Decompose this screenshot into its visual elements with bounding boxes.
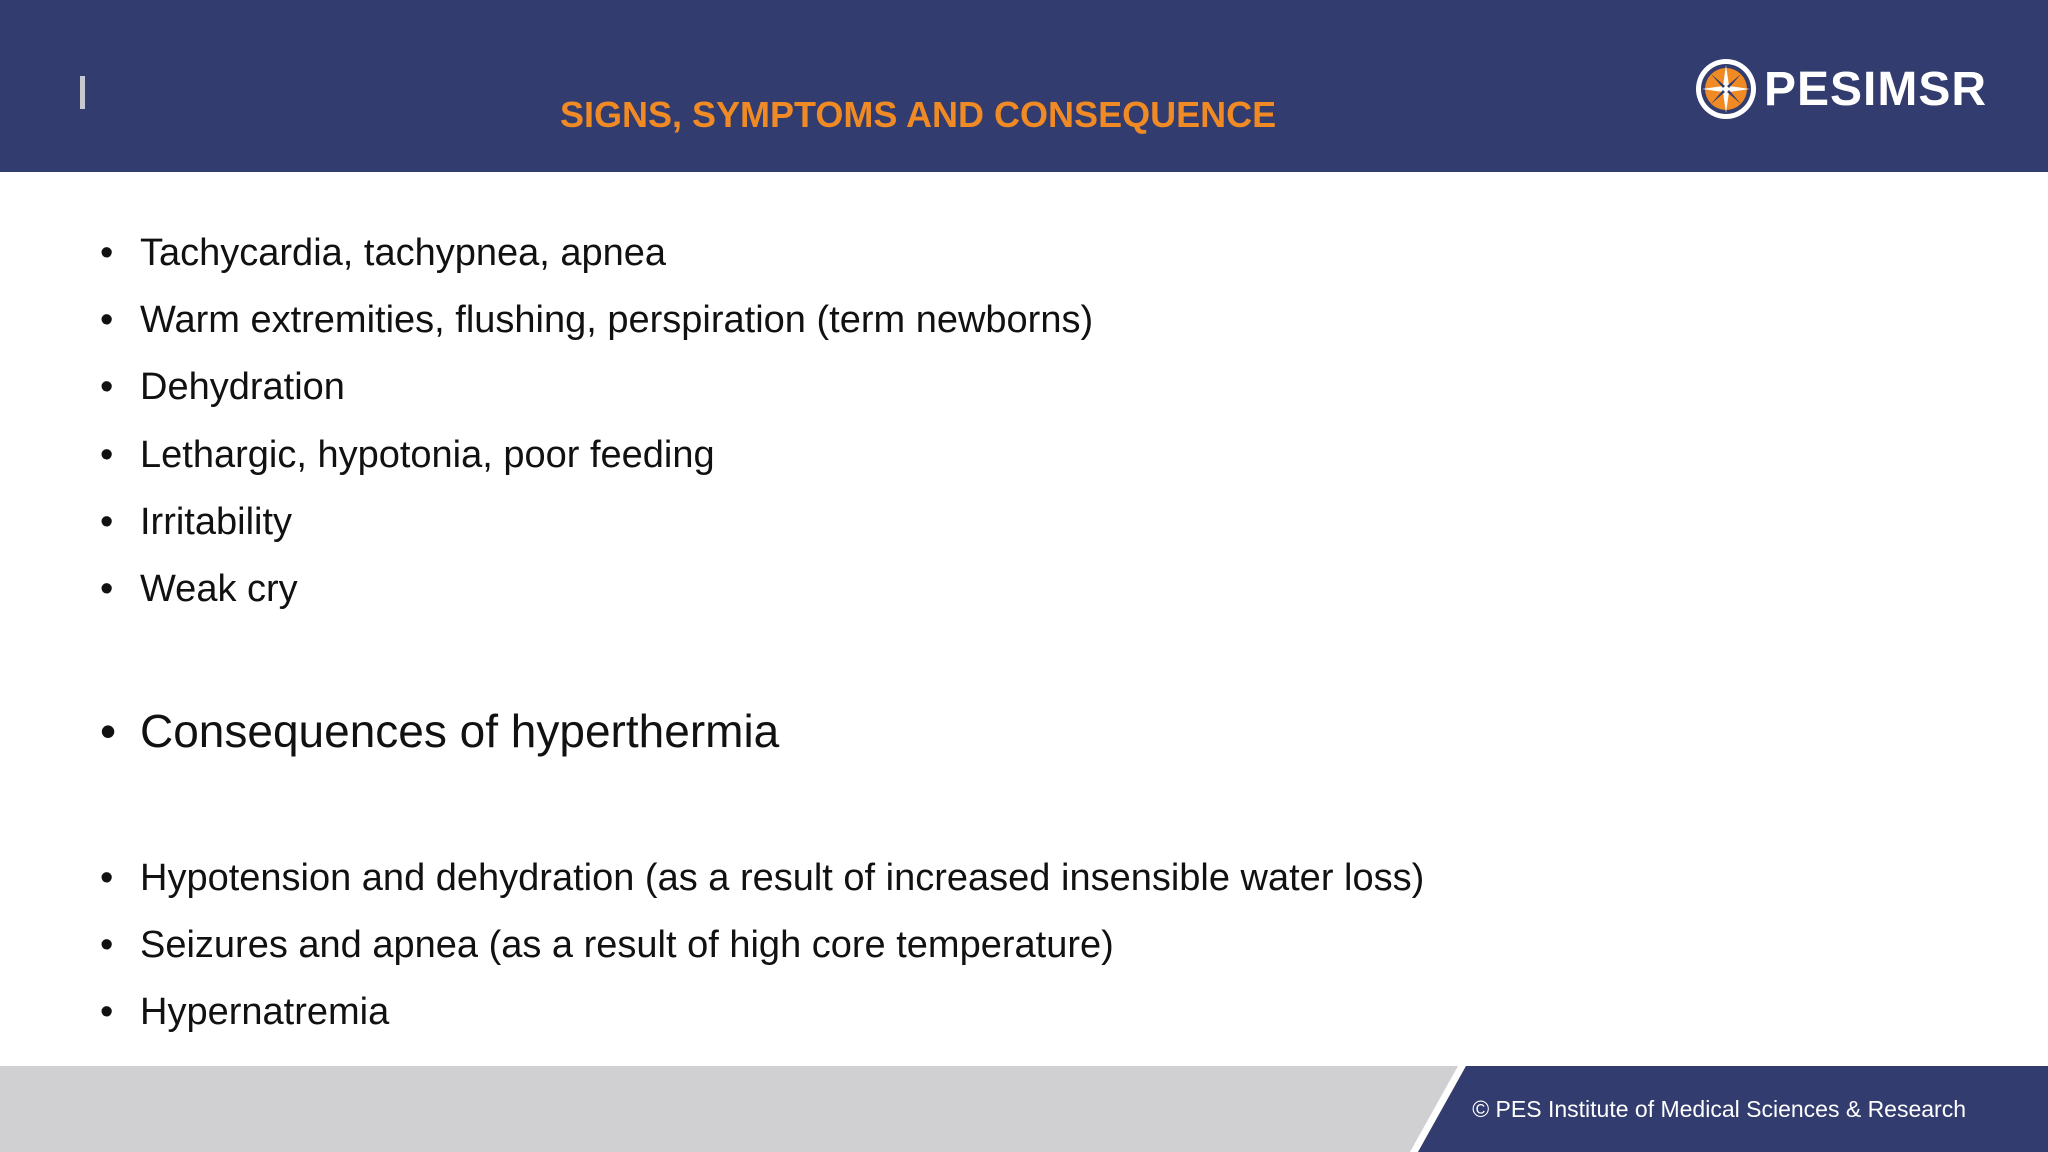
logo-wordmark: PESIMSR xyxy=(1764,62,1988,116)
bullet-glyph: • xyxy=(100,232,114,274)
bullet-glyph: • xyxy=(100,366,114,408)
section-heading xyxy=(100,704,779,758)
footer-copyright: © PES Institute of Medical Sciences & Research xyxy=(1472,1096,1966,1122)
list-item xyxy=(100,857,1424,900)
bullet-glyph: • xyxy=(100,991,114,1033)
bullet-glyph: • xyxy=(100,299,114,341)
bullet-text: Seizures and apnea (as a result of high core temperature) xyxy=(140,924,1114,966)
list-item xyxy=(100,434,715,477)
list-item xyxy=(100,991,389,1034)
list-item xyxy=(100,924,1114,967)
list-item xyxy=(100,299,1093,342)
bullet-text: Tachycardia, tachypnea, apnea xyxy=(140,232,667,274)
bullet-glyph: • xyxy=(100,857,114,899)
list-item xyxy=(100,568,298,611)
bullet-text: Lethargic, hypotonia, poor feeding xyxy=(140,434,715,476)
slide-title: SIGNS, SYMPTOMS AND CONSEQUENCE xyxy=(560,94,1277,135)
list-item xyxy=(100,501,292,544)
bullet-glyph: • xyxy=(100,501,114,543)
bullet-text: Warm extremities, flushing, perspiration (term newborns) xyxy=(140,299,1094,341)
bullet-glyph: • xyxy=(100,568,114,610)
bullet-text: Dehydration xyxy=(140,366,345,408)
bullet-glyph: • xyxy=(100,434,114,476)
list-item xyxy=(100,366,345,409)
bullet-text: Irritability xyxy=(140,501,293,543)
bullet-glyph: • xyxy=(100,705,117,757)
bullet-text: Hypotension and dehydration (as a result of increased insensible water loss) xyxy=(140,857,1425,899)
bullet-text: Weak cry xyxy=(140,568,298,610)
list-item xyxy=(100,232,666,275)
bullet-text: Hypernatremia xyxy=(140,991,390,1033)
bullet-glyph: • xyxy=(100,924,114,966)
consequences-heading: Consequences of hyperthermia xyxy=(140,705,780,757)
